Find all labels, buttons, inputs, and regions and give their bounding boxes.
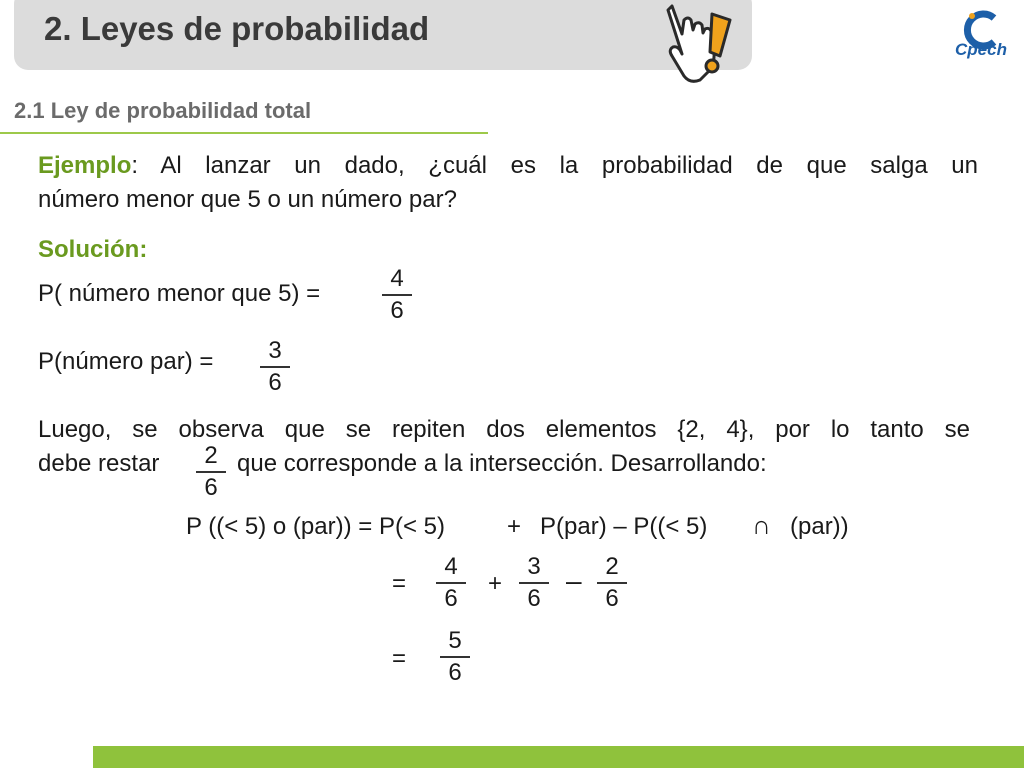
fraction-numerator: 5 [448,627,462,654]
fraction-bar [597,582,627,584]
cpech-logo-text: Cpech [955,40,1007,59]
fraction-denominator: 6 [204,474,218,501]
fraction-numerator: 3 [527,553,541,580]
example-line-1 [38,152,978,180]
fraction-denominator: 6 [605,585,619,612]
fraction-bar [382,294,412,296]
solution-label: Solución: [38,236,148,263]
fraction-denominator: 6 [268,369,282,396]
formula-part-c: (par)) [790,513,849,540]
fraction-numerator: 3 [268,337,282,364]
luego-line-2b: que corresponde a la intersección. Desarrollando: [237,450,767,477]
luego-line-1: Luego, se observa que se repiten dos elementos {2, 4}, por lo tanto se [38,416,970,443]
pointing-hand-icon [660,0,740,85]
eq1-minus: – [566,565,582,596]
p-menor-fraction [382,266,412,324]
fraction-bar [196,471,226,473]
fraction-numerator: 2 [204,442,218,469]
section-divider [0,132,488,134]
eq2-fraction [440,628,470,686]
eq1-equals: = [392,570,407,597]
formula-part-b: P(par) – P((< 5) [540,513,708,540]
fraction-numerator: 4 [390,265,404,292]
page-title: 2. Leyes de probabilidad [44,10,430,47]
section-title: 2.1 Ley de probabilidad total [14,98,312,123]
formula-plus: + [507,513,522,540]
p-par-label: P(número par) = [38,348,214,375]
fraction-bar [260,366,290,368]
fraction-denominator: 6 [448,659,462,686]
example-label: Ejemplo [38,152,132,179]
p-par-fraction [260,338,290,396]
formula-part-a: P ((< 5) o (par)) = P(< 5) [186,513,445,540]
restar-fraction [196,443,226,501]
fraction-numerator: 2 [605,553,619,580]
fraction-denominator: 6 [527,585,541,612]
fraction-numerator: 4 [444,553,458,580]
eq1-fraction-2 [519,554,549,612]
fraction-denominator: 6 [444,585,458,612]
example-line-2: número menor que 5 o un número par? [38,186,457,213]
exclamation-icon [706,14,730,72]
eq1-plus: + [488,570,503,597]
intersection-symbol: ∩ [752,510,771,540]
fraction-bar [436,582,466,584]
p-menor-label: P( número menor que 5) = [38,280,321,307]
fraction-bar [440,656,470,658]
footer-accent-bar [93,746,1024,768]
eq1-fraction-3 [597,554,627,612]
example-question: : Al lanzar un dado, ¿cuál es la probabilidad de que salga un [131,152,978,179]
fraction-bar [519,582,549,584]
eq1-fraction-1 [436,554,466,612]
luego-line-2a: debe restar [38,450,160,477]
fraction-denominator: 6 [390,297,404,324]
eq2-equals: = [392,645,407,672]
